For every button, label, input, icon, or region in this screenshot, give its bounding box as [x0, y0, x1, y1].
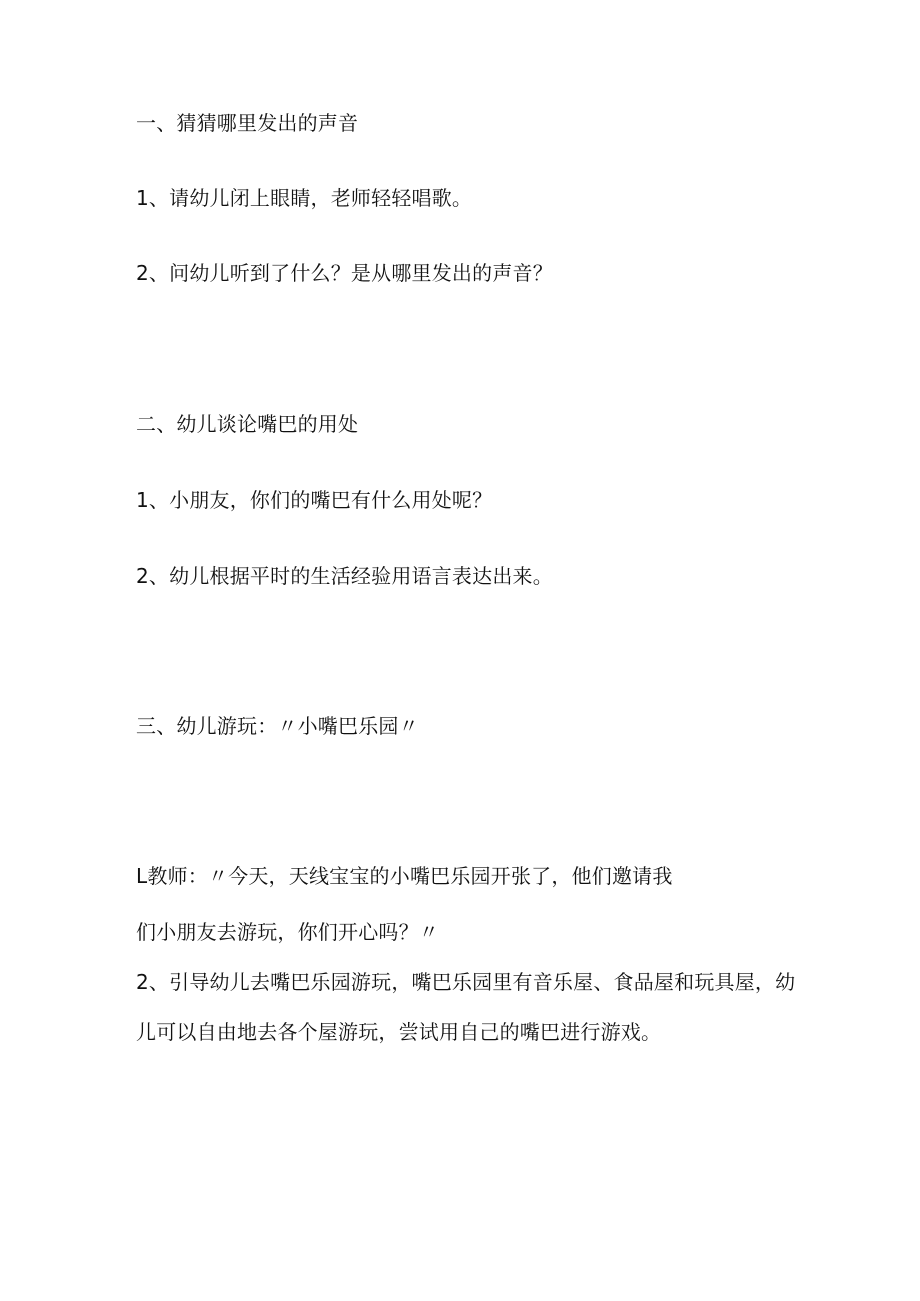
- paragraph-line: 儿可以自由地去各个屋游玩，尝试用自己的嘴巴进行游戏。: [136, 1020, 662, 1044]
- paragraph-line: 们小朋友去游玩，你们开心吗？〃: [136, 920, 439, 944]
- section-heading-3: 三、幼儿游玩：〃小嘴巴乐园〃: [136, 714, 419, 738]
- list-item: 2、幼儿根据平时的生活经验用语言表达出来。: [136, 564, 553, 588]
- paragraph-line: 2、引导幼儿去嘴巴乐园游玩，嘴巴乐园里有音乐屋、食品屋和玩具屋，幼: [136, 970, 796, 994]
- list-item: 1、请幼儿闭上眼睛，老师轻轻唱歌。: [136, 186, 473, 210]
- section-heading-2: 二、幼儿谈论嘴巴的用处: [136, 412, 359, 436]
- list-item: 2、问幼儿听到了什么？是从哪里发出的声音？: [136, 261, 553, 285]
- section-heading-1: 一、猜猜哪里发出的声音: [136, 111, 359, 135]
- list-item: 1、小朋友，你们的嘴巴有什么用处呢？: [136, 488, 493, 512]
- paragraph-line: L教师：〃今天，天线宝宝的小嘴巴乐园开张了，他们邀请我: [136, 864, 673, 888]
